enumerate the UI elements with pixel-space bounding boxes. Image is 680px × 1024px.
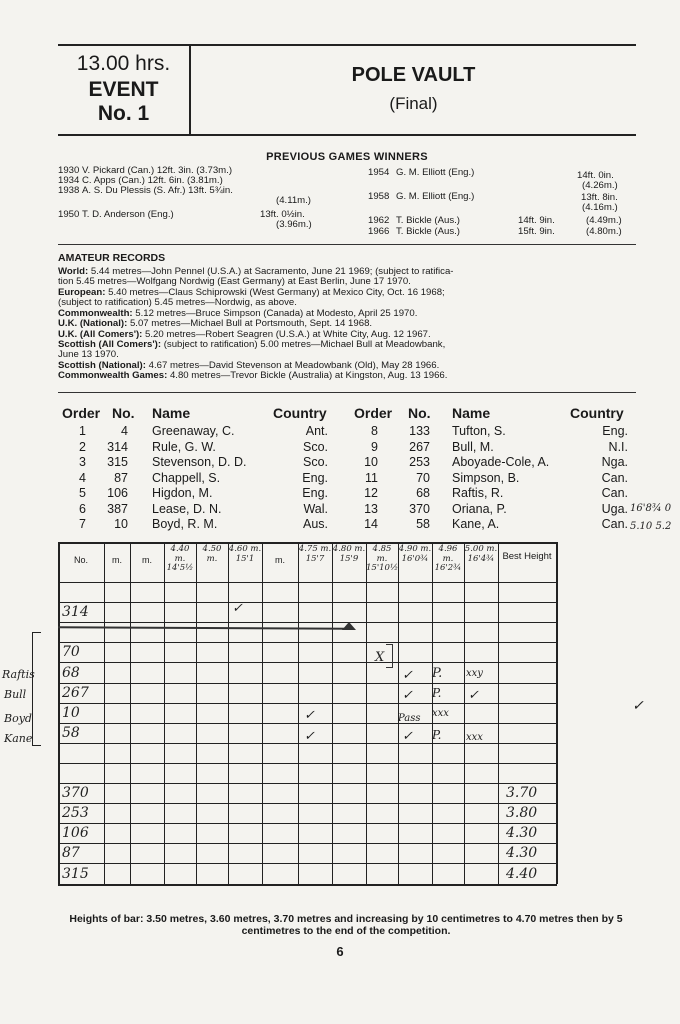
- grid-header-no: No.: [73, 555, 88, 565]
- grid-mark: ✓: [304, 729, 315, 744]
- entries-header-order: Order: [62, 405, 101, 421]
- winner-1938-metric: (4.11m.): [276, 195, 312, 206]
- grid-height-label: 4.90 m. 16'0¾: [398, 544, 432, 564]
- grid-height-label: 4.50 m.: [202, 544, 222, 564]
- grid-column-line: [498, 542, 499, 884]
- winner-1938-year: 1938: [58, 185, 80, 196]
- grid-competitor-number: 106: [62, 825, 89, 842]
- grid-competitor-number: 314: [62, 604, 89, 621]
- entries-header-no: No.: [408, 405, 431, 421]
- winner-1950: T. D. Anderson (Eng.): [82, 209, 174, 220]
- winner-1954: G. M. Elliott (Eng.): [396, 167, 475, 178]
- grid-row-line: [58, 602, 557, 603]
- winner-1938: A. S. Du Plessis (S. Afr.) 13ft. 5¾in.: [82, 185, 233, 196]
- entry-name: Greenaway, C.: [152, 424, 235, 438]
- grid-mark: P.: [432, 728, 442, 742]
- entry-name: Boyd, R. M.: [152, 517, 218, 531]
- entry-order: 12: [364, 486, 378, 500]
- grid-row-line: [58, 622, 557, 623]
- grid-row-line: [58, 703, 557, 704]
- grid-best-height: 4.30: [506, 825, 538, 842]
- entry-order: 8: [371, 424, 378, 438]
- grid-height-label: 5.00 m. 16'4¾: [464, 544, 498, 564]
- entry-number: 267: [409, 439, 430, 454]
- winner-1958-metric: (4.16m.): [582, 202, 618, 213]
- entry-order: 9: [371, 439, 378, 454]
- grid-column-line: [464, 542, 465, 884]
- winner-1962-year: 1962: [368, 215, 390, 226]
- grid-mark: ✓: [232, 601, 243, 616]
- grid-height-label: 4.75 m. 15'7: [298, 544, 332, 564]
- grid-competitor-number: 87: [62, 845, 80, 862]
- grid-column-line: [366, 542, 367, 884]
- entry-number: 58: [416, 517, 430, 531]
- grid-header-m: m.: [275, 555, 285, 565]
- entry-number: 106: [107, 486, 128, 500]
- grid-competitor-number: 315: [62, 865, 89, 882]
- margin-note: 16'8¾ 0: [630, 503, 672, 514]
- grid-best-height: 3.80: [506, 805, 538, 822]
- entry-country: Uga.: [601, 501, 628, 516]
- entries-header-no: No.: [112, 405, 135, 421]
- event-label: EVENT: [88, 78, 159, 101]
- record-line: Scottish (National): 4.67 metres—David Stevenson at Meadowbank (Old), May 28 1966.: [58, 360, 440, 371]
- entry-country: Nga.: [601, 455, 628, 469]
- grid-mark: P.: [432, 686, 442, 700]
- winner-1930: V. Pickard (Can.) 12ft. 3in. (3.73m.): [82, 165, 233, 176]
- entry-country: Can.: [601, 470, 628, 485]
- entry-order: 10: [364, 455, 378, 469]
- entry-country: Wal.: [303, 501, 328, 516]
- winner-1962-mark: 14ft. 9in.: [518, 215, 555, 226]
- grid-competitor-number: 267: [62, 684, 89, 701]
- grid-mark: ✓: [304, 708, 315, 723]
- winner-1966-metric: (4.80m.): [586, 226, 622, 237]
- winner-1966-year: 1966: [368, 226, 390, 237]
- entry-number: 387: [107, 501, 128, 516]
- grid-height-label: 4.85 m. 15'10½: [366, 544, 399, 573]
- entry-name: Oriana, P.: [452, 501, 507, 516]
- grid-column-line: [298, 542, 299, 884]
- header-bottom-rule: [58, 134, 636, 136]
- entry-country: Ant.: [305, 424, 328, 438]
- entry-number: 4: [121, 424, 128, 438]
- grid-competitor-number: 70: [62, 644, 80, 661]
- grid-column-line: [196, 542, 197, 884]
- event-time: 13.00 hrs.: [76, 52, 171, 75]
- winner-1950-metric: (3.96m.): [276, 219, 312, 230]
- grid-competitor-number: 58: [62, 724, 80, 741]
- entry-number: 70: [416, 470, 430, 485]
- grid-column-line: [262, 542, 263, 884]
- records-title: AMATEUR RECORDS: [58, 252, 166, 264]
- grid-column-line: [332, 542, 333, 884]
- grid-column-line: [104, 542, 105, 884]
- page-number: 6: [336, 944, 344, 959]
- grid-column-line: [58, 542, 60, 884]
- previous-winners-title: PREVIOUS GAMES WINNERS: [266, 151, 428, 163]
- entry-number: 370: [409, 501, 430, 516]
- record-line: tion 5.45 metres—Wolfgang Nordwig (East Germany) at East Berlin, June 17 1970.: [58, 276, 411, 287]
- grid-row-line: [58, 582, 557, 583]
- winner-1950-mark: 13ft. 0½in.: [260, 209, 305, 220]
- entry-name: Rule, G. W.: [152, 439, 216, 454]
- record-line: U.K. (All Comers'): 5.20 metres—Robert Seagren (U.S.A.) at White City, Aug. 12 1967.: [58, 329, 431, 340]
- grid-mark: P.: [432, 666, 443, 681]
- grid-header-m: m.: [112, 555, 122, 565]
- record-line: June 13 1970.: [58, 349, 119, 360]
- record-line: World: 5.44 metres—John Pennel (U.S.A.) at Sacramento, June 21 1969; (subject to ratifica-: [58, 266, 454, 277]
- grid-header-best: Best Height: [502, 551, 552, 562]
- winner-1934-year: 1934: [58, 175, 80, 186]
- side-name: Bull: [4, 688, 27, 701]
- entry-country: Sco.: [302, 455, 328, 469]
- entry-name: Higdon, M.: [152, 486, 213, 500]
- grid-row-line: [58, 863, 557, 864]
- winner-1966: T. Bickle (Aus.): [396, 226, 460, 237]
- entry-country: Can.: [601, 517, 628, 531]
- grid-competitor-number: 370: [62, 785, 89, 802]
- grid-row-line: [58, 823, 557, 824]
- winner-1958-year: 1958: [368, 191, 390, 202]
- entry-country: Eng.: [302, 470, 328, 485]
- entry-name: Chappell, S.: [152, 470, 221, 485]
- grid-row-line: [58, 662, 557, 663]
- event-subtitle: (Final): [389, 94, 438, 113]
- winner-1950-year: 1950: [58, 209, 80, 220]
- entry-number: 314: [107, 439, 128, 454]
- entry-number: 87: [114, 470, 128, 485]
- event-number: No. 1: [97, 102, 150, 125]
- record-line: (subject to ratification) 5.45 metres—Nordwig, as above.: [58, 297, 297, 308]
- entries-header-country: Country: [570, 405, 624, 421]
- entry-name: Raftis, R.: [452, 486, 504, 500]
- grid-column-line: [130, 542, 131, 884]
- section-divider: [58, 244, 636, 245]
- entry-order: 5: [79, 486, 86, 500]
- entries-header-order: Order: [354, 405, 393, 421]
- entry-country: Sco.: [302, 439, 328, 454]
- grid-row-line: [58, 642, 557, 643]
- grid-competitor-number: 10: [62, 704, 80, 721]
- grid-row-line: [58, 763, 557, 764]
- entry-number: 10: [114, 517, 128, 531]
- grid-height-label: 4.40 m. 14'5½: [166, 544, 194, 573]
- grid-competitor-number: 253: [62, 805, 89, 822]
- side-name: Raftis: [2, 668, 35, 681]
- header-top-rule: [58, 44, 636, 46]
- grid-mark: X: [375, 650, 385, 665]
- record-line: U.K. (National): 5.07 metres—Michael Bull at Portsmouth, Sept. 14 1968.: [58, 318, 373, 329]
- strike-line: [58, 626, 350, 629]
- winner-1966-mark: 15ft. 9in.: [518, 226, 555, 237]
- grid-competitor-number: 68: [62, 664, 80, 681]
- grid-mark: Pass: [398, 713, 421, 724]
- entry-order: 13: [364, 501, 378, 516]
- entry-country: N.I.: [608, 439, 628, 454]
- entry-order: 4: [79, 470, 86, 485]
- entry-name: Lease, D. N.: [152, 501, 222, 516]
- entry-country: Eng.: [602, 424, 628, 438]
- x-bracket: [386, 644, 393, 668]
- side-name: Boyd: [4, 712, 32, 725]
- header-divider: [189, 46, 191, 134]
- winner-1954-year: 1954: [368, 167, 390, 178]
- entries-header-name: Name: [152, 405, 191, 421]
- entries-header-country: Country: [273, 405, 327, 421]
- winner-1958: G. M. Elliott (Eng.): [396, 191, 475, 202]
- entry-country: Eng.: [302, 486, 328, 500]
- grid-column-line: [164, 542, 165, 884]
- entry-name: Tufton, S.: [452, 424, 506, 438]
- entry-order: 2: [79, 439, 86, 454]
- grid-height-label: 4.80 m. 15'9: [332, 544, 366, 564]
- entry-country: Can.: [601, 486, 628, 500]
- entry-name: Kane, A.: [452, 517, 500, 531]
- grid-best-height: 4.40: [506, 865, 538, 882]
- entry-order: 7: [79, 517, 86, 531]
- winner-1954-metric: (4.26m.): [582, 180, 618, 191]
- grid-mark: xxx: [432, 708, 449, 719]
- grid-mark: xxx: [466, 732, 483, 743]
- winner-1954-mark: 14ft. 0in.: [577, 170, 614, 181]
- grid-column-line: [556, 542, 558, 884]
- entry-number: 133: [409, 424, 430, 438]
- entry-number: 253: [409, 455, 430, 469]
- record-line: Commonwealth Games: 4.80 metres—Trevor Bickle (Australia) at Kingston, Aug. 13 1966.: [58, 370, 448, 381]
- grid-mark: ✓: [632, 698, 644, 714]
- entry-name: Bull, M.: [452, 439, 494, 454]
- side-name: Kane: [4, 732, 33, 745]
- grid-header-m: m.: [142, 555, 152, 565]
- entry-number: 68: [416, 486, 430, 500]
- grid-column-line: [228, 542, 229, 884]
- grid-row-line: [58, 683, 557, 684]
- record-line: Commonwealth: 5.12 metres—Bruce Simpson (Canada) at Modesto, April 25 1970.: [58, 308, 418, 319]
- entry-order: 11: [365, 470, 378, 485]
- grid-height-label: 4.96 m. 16'2¾: [434, 544, 462, 573]
- section-divider: [58, 392, 636, 393]
- entry-order: 6: [79, 501, 86, 516]
- bar-heights-note: Heights of bar: 3.50 metres, 3.60 metres, 3.70 metres and increasing by 10 centimetres to 4.70 metres then by 5 centimetres to the end of the competition.: [69, 913, 623, 937]
- grid-row-line: [58, 803, 557, 804]
- entry-name: Aboyade-Cole, A.: [452, 455, 550, 469]
- grid-row-line: [58, 884, 557, 886]
- grid-mark: ✓: [468, 688, 479, 703]
- grid-height-label: 4.60 m. 15'1: [228, 544, 262, 564]
- entry-name: Simpson, B.: [452, 470, 520, 485]
- record-line: Scottish (All Comers'): (subject to ratification) 5.00 metres—Michael Bull at Meadowbank,: [58, 339, 446, 350]
- grid-mark: ✓: [402, 668, 413, 683]
- grid-row-line: [58, 783, 557, 784]
- entry-order: 1: [79, 424, 86, 438]
- entry-country: Aus.: [302, 517, 328, 531]
- grid-mark: xxy: [466, 668, 483, 679]
- entry-order: 14: [364, 517, 378, 531]
- margin-note: 5.10 5.2: [630, 521, 672, 532]
- event-title: POLE VAULT: [351, 64, 476, 86]
- winner-1962-metric: (4.49m.): [586, 215, 622, 226]
- entries-header-name: Name: [452, 405, 491, 421]
- entry-number: 315: [107, 455, 128, 469]
- winner-1934: C. Apps (Can.) 12ft. 6in. (3.81m.): [82, 175, 223, 186]
- grid-best-height: 3.70: [506, 785, 538, 802]
- grid-row-line: [58, 843, 557, 844]
- entry-order: 3: [79, 455, 86, 469]
- winner-1930-year: 1930: [58, 165, 80, 176]
- record-line: European: 5.40 metres—Claus Schiprowski (West Germany) at Mexico City, Oct. 16 1968;: [58, 287, 445, 298]
- grid-mark: ✓: [402, 688, 413, 703]
- grid-best-height: 4.30: [506, 845, 538, 862]
- entry-name: Stevenson, D. D.: [152, 455, 247, 469]
- winner-1958-mark: 13ft. 8in.: [581, 192, 618, 203]
- margin-bracket: [32, 632, 41, 746]
- winner-1962: T. Bickle (Aus.): [396, 215, 460, 226]
- grid-mark: ✓: [402, 729, 413, 744]
- arrow-head: [342, 622, 356, 630]
